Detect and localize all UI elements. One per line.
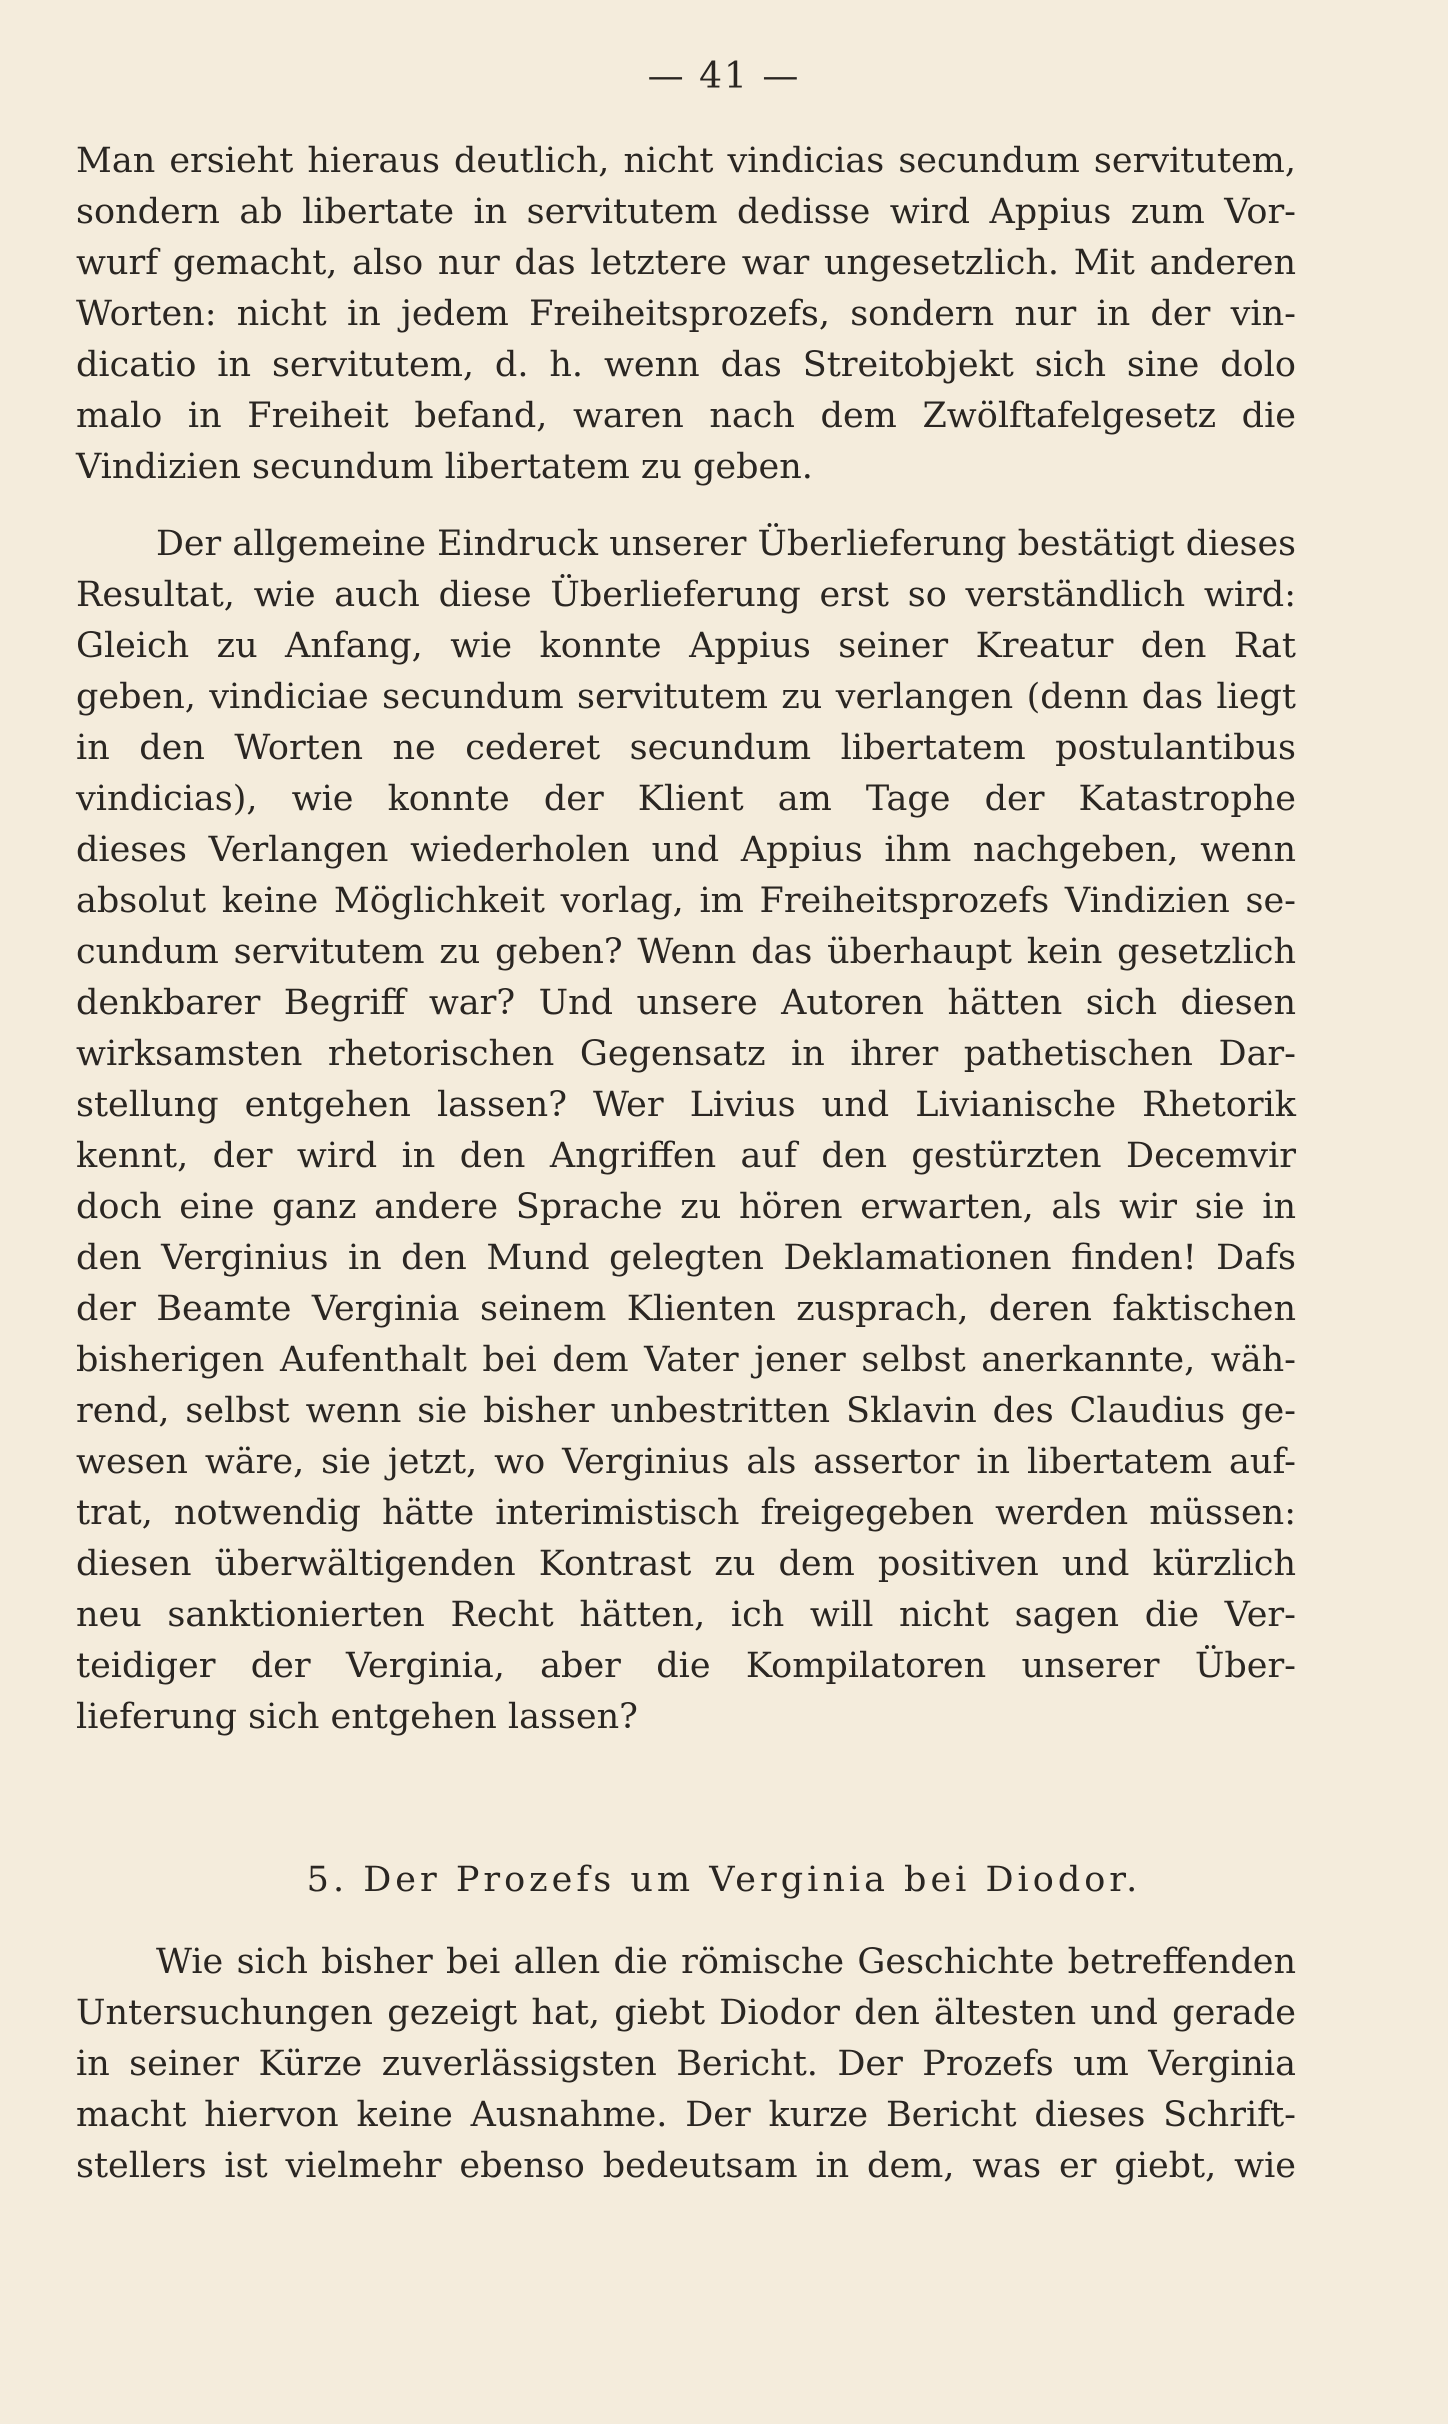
text-line: diesen überwältigenden Kontrast zu dem positiven und kürzlich xyxy=(76,1544,1296,1584)
section-heading: 5. Der Prozefs um Verginia bei Diodor. xyxy=(306,1860,1142,1900)
text-line: wirksamsten rhetorischen Gegensatz in ihrer pathetischen Dar- xyxy=(76,1034,1296,1074)
text-line: Resultat, wie auch diese Überlieferung erst so verständlich wird: xyxy=(76,575,1296,615)
text-line: in seiner Kürze zuverlässigsten Bericht. Der Prozefs um Verginia xyxy=(76,2044,1296,2084)
text-line: bisherigen Aufenthalt bei dem Vater jener selbst anerkannte, wäh- xyxy=(76,1340,1296,1380)
text-line: rend, selbst wenn sie bisher unbestritten Sklavin des Claudius ge- xyxy=(76,1391,1296,1431)
text-line: Worten: nicht in jedem Freiheitsprozefs, sondern nur in der vin- xyxy=(76,294,1296,334)
text-line: doch eine ganz andere Sprache zu hören erwarten, als wir sie in xyxy=(76,1187,1296,1227)
text-line: teidiger der Verginia, aber die Kompilatoren unserer Über- xyxy=(76,1646,1296,1686)
text-line: stellung entgehen lassen? Wer Livius und Livianische Rhetorik xyxy=(76,1085,1296,1125)
text-line: Wie sich bisher bei allen die römische Geschichte betreffenden xyxy=(156,1942,1296,1982)
text-line: lieferung sich entgehen lassen? xyxy=(76,1697,638,1737)
paragraph-3 xyxy=(76,1937,1296,2192)
text-line: wesen wäre, sie jetzt, wo Verginius als assertor in libertatem auf- xyxy=(76,1442,1296,1482)
text-line: stellers ist vielmehr ebenso bedeutsam in dem, was er giebt, wie xyxy=(76,2146,1296,2186)
text-line: dieses Verlangen wiederholen und Appius ihm nachgeben, wenn xyxy=(76,830,1296,870)
text-line: dicatio in servitutem, d. h. wenn das Streitobjekt sich sine dolo xyxy=(76,345,1296,385)
text-line: der Beamte Verginia seinem Klienten zusprach, deren faktischen xyxy=(76,1289,1296,1329)
text-line: geben, vindiciae secundum servitutem zu verlangen (denn das liegt xyxy=(76,677,1296,717)
text-line: denkbarer Begriff war? Und unsere Autoren hätten sich diesen xyxy=(76,983,1296,1023)
text-line: kennt, der wird in den Angriffen auf den gestürzten Decemvir xyxy=(76,1136,1296,1176)
text-line: Gleich zu Anfang, wie konnte Appius seiner Kreatur den Rat xyxy=(76,626,1296,666)
text-line: Man ersieht hieraus deutlich, nicht vindicias secundum servitutem, xyxy=(76,141,1296,181)
text-line: malo in Freiheit befand, waren nach dem Zwölftafelgesetz die xyxy=(76,396,1296,436)
page-number: — 41 — xyxy=(647,56,801,97)
text-line: wurf gemacht, also nur das letztere war ungesetzlich. Mit anderen xyxy=(76,243,1296,283)
text-line: vindicias), wie konnte der Klient am Tage der Katastrophe xyxy=(76,779,1296,819)
text-line: Vindizien secundum libertatem zu geben. xyxy=(76,447,813,487)
text-line: sondern ab libertate in servitutem dedisse wird Appius zum Vor- xyxy=(76,192,1296,232)
text-line: cundum servitutem zu geben? Wenn das überhaupt kein gesetzlich xyxy=(76,932,1296,972)
text-line: Untersuchungen gezeigt hat, giebt Diodor den ältesten und gerade xyxy=(76,1993,1296,2033)
text-line: Der allgemeine Eindruck unserer Überlieferung bestätigt dieses xyxy=(156,524,1296,564)
text-line: macht hiervon keine Ausnahme. Der kurze Bericht dieses Schrift- xyxy=(76,2095,1296,2135)
text-line: trat, notwendig hätte interimistisch freigegeben werden müssen: xyxy=(76,1493,1296,1533)
text-line: in den Worten ne cederet secundum libertatem postulantibus xyxy=(76,728,1296,768)
paragraph-1 xyxy=(76,136,1296,493)
paragraph-2 xyxy=(76,519,1296,1743)
text-line: neu sanktionierten Recht hätten, ich will nicht sagen die Ver- xyxy=(76,1595,1296,1635)
text-line: den Verginius in den Mund gelegten Deklamationen finden! Dafs xyxy=(76,1238,1296,1278)
text-line: absolut keine Möglichkeit vorlag, im Freiheitsprozefs Vindizien se- xyxy=(76,881,1296,921)
